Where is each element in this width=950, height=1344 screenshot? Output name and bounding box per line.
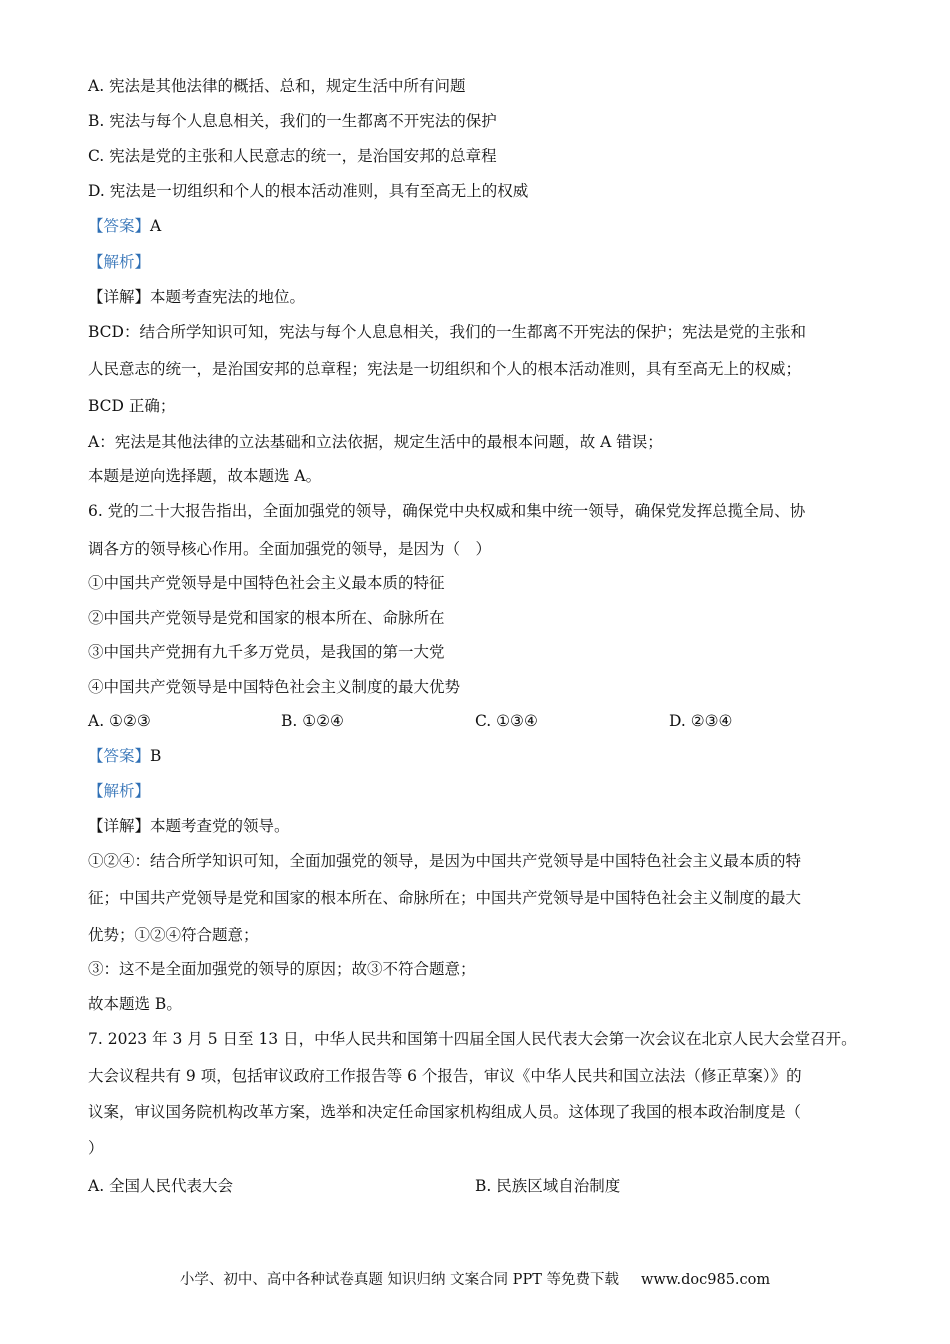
q6-answer	[88, 746, 161, 766]
q6-explanation-line: ①②④：结合所学知识可知，全面加强党的领导，是因为中国共产党领导是中国特色社会主义最本质的特	[88, 852, 802, 870]
q5-explanation-line: BCD：结合所学知识可知，宪法与每个人息息相关，我们的一生都离不开宪法的保护；宪法是党的主张和	[88, 323, 806, 341]
q7-stem-line: 7. 2023 年 3 月 5 日至 13 日，中华人民共和国第十四届全国人民代表大会第一次会议在北京人民大会堂召开。	[88, 1030, 857, 1048]
q6-explanation-line: 故本题选 B。	[88, 995, 182, 1013]
q6-statement-2: ②中国共产党领导是党和国家的根本所在、命脉所在	[88, 609, 445, 627]
q7-option-b: B. 民族区域自治制度	[475, 1177, 621, 1195]
q7-option-a: A. 全国人民代表大会	[88, 1177, 234, 1195]
q6-explanation-line: ③：这不是全面加强党的领导的原因；故③不符合题意；	[88, 960, 476, 978]
q6-statement-4: ④中国共产党领导是中国特色社会主义制度的最大优势	[88, 678, 461, 696]
q6-analysis-tag: 【解析】	[88, 782, 151, 800]
q6-option-d: D. ②③④	[669, 712, 733, 730]
q5-option-d: D. 宪法是一切组织和个人的根本活动准则，具有至高无上的权威	[88, 182, 529, 200]
q6-statement-1: ①中国共产党领导是中国特色社会主义最本质的特征	[88, 574, 445, 592]
q5-option-a: A. 宪法是其他法律的概括、总和，规定生活中所有问题	[88, 77, 466, 95]
q6-option-b: B. ①②④	[281, 712, 344, 730]
answer-tag: 【答案】	[88, 747, 151, 765]
q5-option-c: C. 宪法是党的主张和人民意志的统一，是治国安邦的总章程	[88, 147, 497, 165]
footer-site-link[interactable]: www.doc985.com	[640, 1272, 771, 1288]
page-footer	[0, 1270, 950, 1290]
q6-explanation-line: 优势；①②④符合题意；	[88, 926, 259, 944]
q6-stem-line: 调各方的领导核心作用。全面加强党的领导，是因为（ ）	[88, 540, 492, 558]
q5-explanation-line: 本题是逆向选择题，故本题选 A。	[88, 467, 322, 485]
q7-stem-line: 议案，审议国务院机构改革方案，选举和决定任命国家机构组成人员。这体现了我国的根本政治制度是（	[88, 1103, 802, 1121]
q6-detail: 【详解】本题考查党的领导。	[88, 817, 290, 835]
footer-text: 小学、初中、高中各种试卷真题 知识归纳 文案合同 PPT 等免费下载	[179, 1272, 619, 1288]
q7-stem-line: 大会议程共有 9 项，包括审议政府工作报告等 6 个报告，审议《中华人民共和国立法法（修正草案）》的	[88, 1067, 802, 1085]
q5-detail: 【详解】本题考查宪法的地位。	[88, 288, 306, 306]
q5-explanation-line: A：宪法是其他法律的立法基础和立法依据，规定生活中的最根本问题，故 A 错误；	[88, 433, 663, 451]
q5-explanation-line: 人民意志的统一，是治国安邦的总章程；宪法是一切组织和个人的根本活动准则，具有至高无上的权威；	[88, 360, 802, 378]
q5-option-b: B. 宪法与每个人息息相关，我们的一生都离不开宪法的保护	[88, 112, 497, 130]
q5-analysis-tag: 【解析】	[88, 253, 151, 271]
q5-answer	[88, 216, 161, 236]
q6-explanation-line: 征；中国共产党领导是党和国家的根本所在、命脉所在；中国共产党领导是中国特色社会主义制度的最大	[88, 889, 802, 907]
answer-value: A	[150, 217, 162, 235]
q7-stem-line: ）	[88, 1139, 104, 1157]
q5-explanation-line: BCD 正确；	[88, 397, 176, 415]
q6-option-a: A. ①②③	[88, 712, 151, 730]
answer-tag: 【答案】	[88, 217, 151, 235]
q6-statement-3: ③中国共产党拥有九千多万党员，是我国的第一大党	[88, 643, 445, 661]
answer-value: B	[150, 747, 162, 765]
q6-stem-line: 6. 党的二十大报告指出，全面加强党的领导，确保党中央权威和集中统一领导，确保党发挥总揽全局、协	[88, 502, 806, 520]
q6-option-c: C. ①③④	[475, 712, 538, 730]
